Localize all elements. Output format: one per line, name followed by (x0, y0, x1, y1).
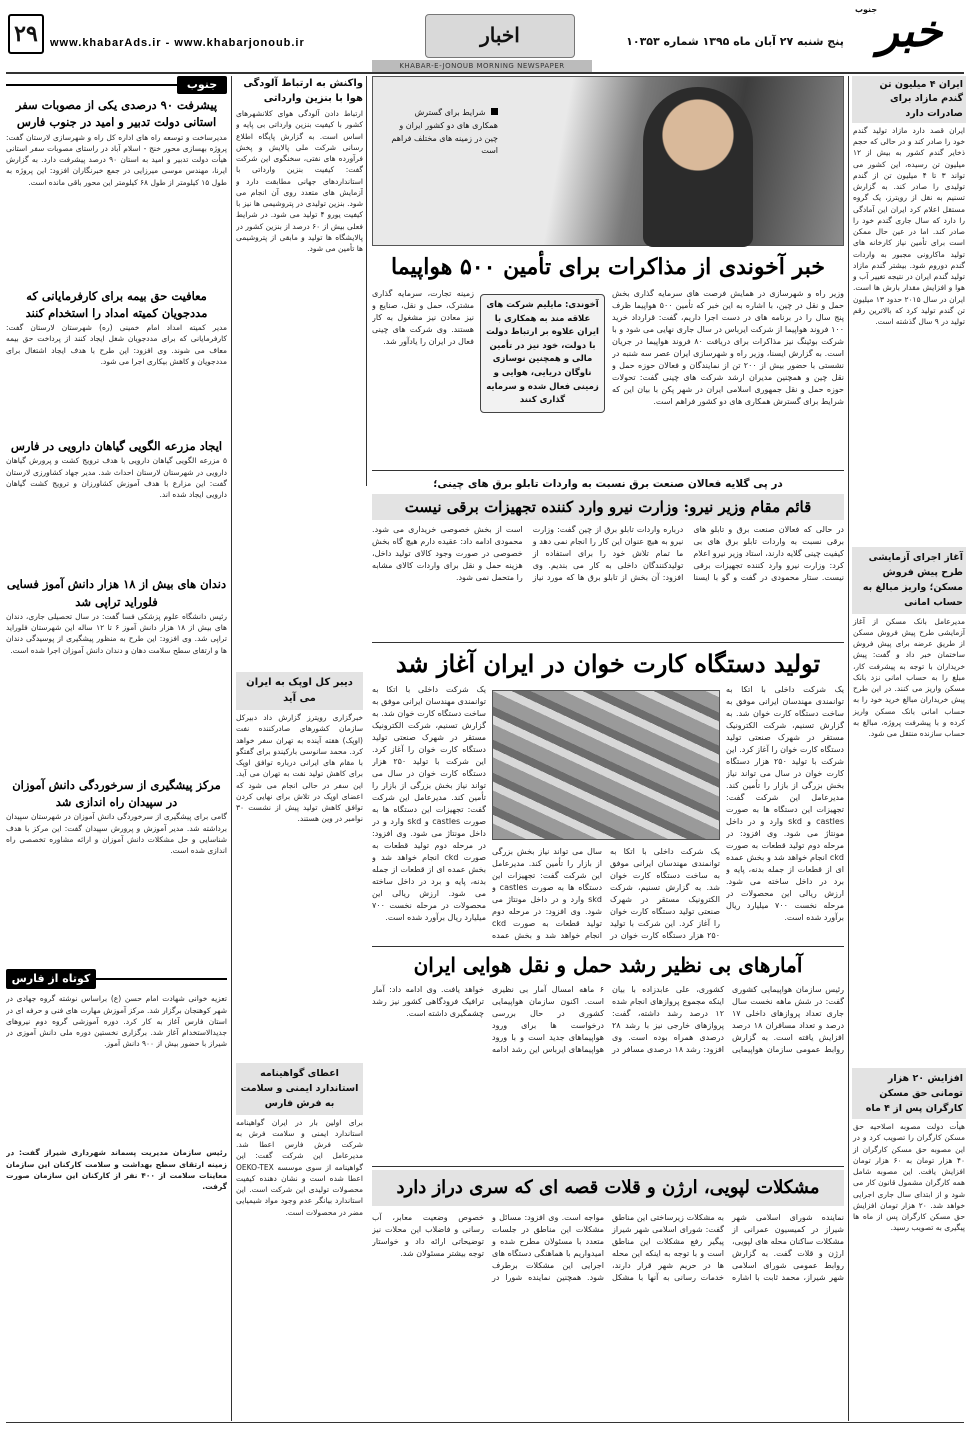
left-body-2: مدیر کمیته امداد امام خمینی (ره) شهرستان لارستان گفت: کارفرمایانی که برای مددجویان شغل ایجاد کنند از پرداخت حق بیمه معاف می شوند. وی افزود: این طرح با هدف ایجاد اشتغال برای مددجویان و کاهش بیکاری اجرا می شود. (6, 323, 227, 366)
col3-body-1: ارتباط دادن آلودگی هوای کلانشهرهای کشور با کیفیت بنزین وارداتی بی پایه و اساس است. به گزارش پایگاه اطلاع رسانی شرکت ملی پالایش و پخش فرآورده های نفتی، سخنگوی این شرکت گفت: کیفیت بنزین وارداتی با استانداردهای جهانی مطابقت دارد و آزمایش های متعدد روی آن انجام می شود. بنزین تولیدی در پتروشیمی ها نیز با کیفیت یورو ۴ تولید می شود. در شرایط فعلی بیش از ۶۰ درصد از بنزین کشور در پالایشگاه ها تولید و مابقی از پتروشیمی ها تأمین می شود. (236, 109, 363, 253)
left-column (6, 76, 227, 1421)
caption-square-icon (491, 108, 498, 115)
left-body-1: مدیرساخت و توسعه راه های اداره کل راه و شهرسازی لارستان گفت: پروژه بهسازی محور خنج - اسلام آباد در راستای مصوبات سفر استانی هیأت دولت تدبیر و امید به استان ۹۰ درصد پیشرفت دارد. به گزارش ایرنا، مهندس موسی میرزایی در جمع خبرنگاران افزود: این پروژه به طول ۱۵ کیلومتر از طول ۶۸ کیلومتر این محور باقی مانده است. (6, 132, 227, 187)
left-body-4: رئیس دانشگاه علوم پزشکی فسا گفت: در سال تحصیلی جاری، دندان های بیش از ۱۸ هزار دانش آموز ۶ تا ۱۲ ساله این شهرستان فلوراید تراپی شد. وی افزود: این طرح به منظور پیشگیری از پوسیدگی دندان ها و ارتقای سطح سلامت دهان و دندان دانش آموزان اجرا شده است. (6, 611, 227, 655)
masthead (0, 0, 970, 70)
photo-caption-text: شرایط برای گسترش همکاری های دو کشور ایران و چین در زمینه های مختلف فراهم است (391, 108, 498, 156)
tag-rule-2 (96, 978, 227, 980)
akhoundi-body: وزیر راه و شهرسازی در همایش فرصت های سرمایه گذاری بخش حمل و نقل در چین، با اشاره به این خبر که تأمین ۵۰۰ هواپیما ظرف پنج سال را در برنامه های در دست اجرا داریم، گفت: قرارداد خرید ۱۰۰ فروند هواپیما از شرکت ایرباس در سال جاری نهایی می شود و با شرکت بوئینگ نیز مذاکرات برای دریافت ۸۰ فروند هواپیما در جریان است. به گزارش ایسنا، وزیر راه و شهرسازی ایران عصر سه شنبه در نشستی با حضور بیش از ۲۰۰ تن از نمایندگان و فعالان حوزه حمل و نقل چین و همچنین مدیران ارشد شرکت های چینی گفت: تحولات حوزه حمل و نقل جمهوری اسلامی ایران در شهر پکن با بیان این که شرایط برای گسترش همکاری های دو کشور فراهم است. (612, 289, 844, 406)
right-title-1: ایران ۴ میلیون تن گندم مازاد برای صادرات دارد (852, 76, 966, 123)
airline-body: رئیس سازمان هواپیمایی کشوری گفت: در شش ماهه نخست سال جاری تعداد پروازهای داخلی ۱۷ درصد و تعداد مسافران ۱۸ درصد افزایش یافته است. به گزارش روابط عمومی سازمان هواپیمایی کشوری، علی عابدزاده با بیان اینکه مجموع پروازهای انجام شده ۱۲ درصد رشد داشته، گفت: پروازهای خارجی نیز با رشد ۲۸ درصدی همراه بوده است. وی افزود: رشد ۱۸ درصدی مسافر در ۶ ماهه امسال آمار بی نظیری است. اکنون سازمان هواپیمایی کشوری در حال بررسی درخواست ها برای ورود هواپیماهای جدید است و با ورود هواپیماهای ایرباس این رشد ادامه خواهد یافت. وی ادامه داد: آمار ترافیک فرودگاهی کشور نیز رشد چشمگیری داشته است. (372, 985, 844, 1054)
col3 (236, 76, 363, 1421)
akhoundi-callout: آخوندی: مایلیم شرکت های علاقه مند به همکاری با ایران علاوه بر ارتباط دولت با دولت، خود نیز در تأمین مالی و همچنین نوسازی ناوگان دریایی، هوایی و زمینی فعال شده و سرمایه گذاری کنند (480, 294, 605, 413)
bread-headline: مشکلات لپویی، ارژن و قلات قصه ای که سری دراز دارد (372, 1170, 844, 1206)
minister-photo (372, 76, 844, 246)
akhoundi-headline: خبر آخوندی از مذاکرات برای تأمین ۵۰۰ هواپیما (391, 254, 825, 280)
left-title-5: مرکز پیشگیری از سرخوردگی دانش آموزان در سپیدان راه اندازی شد (12, 777, 221, 809)
south-tag-row (6, 76, 227, 94)
left-title-2: معافیت حق بیمه برای کارفرمایانی که مددجویان کمیته امداد را استخدام کنند (25, 288, 208, 320)
paper-logo (855, 2, 965, 68)
col3-title-3: اعطای گواهینامه استاندارد ایمنی و سلامت به فرش فارس (236, 1063, 363, 1115)
akhoundi-body-left: زمینه تجارت، سرمایه گذاری مشترک، حمل و نقل، صنایع و نیز معادن نیز مشغول به کار هستند. وی شرکت های چینی فعال در ایران را یادآور شد. (372, 289, 474, 346)
masthead-english: KHABAR-E-JONOUB MORNING NEWSPAPER (372, 60, 592, 72)
left-title-4: دندان های بیش از ۱۸ هزار دانش آموز فسایی فلوراید تراپی شد (6, 577, 227, 609)
power-headline: قائم مقام وزیر نیرو: وزارت نیرو وارد کننده تجهیزات برقی نیست (372, 494, 844, 520)
right-body-2: مدیرعامل بانک مسکن از آغاز آزمایشی طرح پیش فروش مسکن از طریق عرضه برای پیش فروش ساختمان خبر داد و گفت: پیش خریداران با توجه به پیشرفت کار، مبلغ را به حساب امانی نزد بانک مسکن واریز می کنند. در این طرح پیش خریداران مبالغ خرید خود را به حساب امانی بانک مسکن واریز کرده و با پیشرفت پروژه، مبالغ به حساب سازنده منتقل می شود. (853, 616, 965, 738)
page-number: ۲۹ (8, 14, 44, 54)
short-news-body: تعزیه خوانی شهادت امام حسن (ع) براساس نوشته گروه جهادی در شهر کوهنجان برگزار شد. مرکز آموزش مهارت های فنی و حرفه ای در استان فارس آغاز به کار کرد. دوره آموزشی گروه دوم نیروهای جدیدالاستخدام آغاز شد. برگزاری نخستین دوره ملی دانش آموزی در شیراز با حضور بیش از ۹۰۰ دانش آموز. (6, 994, 227, 1049)
paper-logo-sub: جنوب (855, 5, 878, 14)
airline-headline: آمارهای بی نظیر رشد حمل و نقل هوایی ایران (413, 953, 803, 977)
right-body-3: هیأت دولت مصوبه اصلاحیه حق مسکن کارگران را تصویب کرد و در این مصوبه حق مسکن کارگران از ۴۰ هزار تومان به ۶۰ هزار تومان افزایش یافت. این مصوبه شامل همه کارگران مشمول قانون کار می شود و از ابتدای سال جاری اجرایی خواهد شد. ۲۰ هزار تومان افزایش حق مسکن کارگران پس از ماه ها پیگیری به تصویب رسید. (853, 1122, 966, 1233)
issue-date: پنج شنبه ۲۷ آبان ماه ۱۳۹۵ شماره ۱۰۳۵۳ (626, 35, 844, 48)
card-reader-photo (492, 690, 720, 840)
card-body-left: یک شرکت داخلی با اتکا به توانمندی مهندسان ایرانی موفق به ساخت دستگاه کارت خوان شد. به گزارش تسنیم، شرکت الکترونیک مستقر در شهرک صنعتی تولید دستگاه کارت خوان را آغاز کرد. این شرکت با تولید ۲۵۰ هزار دستگاه کارت خوان در سال می تواند نیاز بخش بزرگی از بازار را تأمین کند. مدیرعامل این شرکت گفت: تجهیزات این دستگاه ها به صورت castles و skd وارد و در داخل مونتاژ می شود. وی افزود: در مرحله دوم تولید قطعات به صورت ckd انجام خواهد شد و بخش عمده ای از قطعات از جمله بدنه، پایه و برد در داخل ساخته می شود. ارزش ریالی این محصولات در مرحله نخست ۷۰۰ میلیارد ریال برآورد شده است. (372, 685, 486, 922)
south-tag: جنوب (177, 76, 227, 94)
right-column (852, 76, 966, 1421)
left-title-3: ایجاد مزرعه الگویی گیاهان دارویی در فارس (10, 439, 223, 453)
right-body-1: ایران قصد دارد مازاد تولید گندم خود را صادر کند و در حالی که حجم ذخایر گندم کشور به بیش از ۱۲ میلیون تن رسیده، این کشور می تواند ۳ تا ۴ میلیون تن از گندم تولیدی را صادر کند. به گزارش تسنیم به نقل از رویترز، یک گروه مستقل اعلام کرد ایران این آمادگی را دارد که سال جاری گندم خود را صادر کند. اما در عین حال ممکن است برای تأمین نیاز کارخانه های تولید ماکارونی مجبور به واردات گندم دوروم شود. بیشتر گندم مازاد تولید گندم ایران در نتیجه تغییر آب و هوا و افزایش مقدار بارش ها است. ایران در سال ۲۰۱۵ حدود ۱۳ میلیون تن گندم تولید کرد که بالاترین رقم تولید در ۹ سال گذشته است. (853, 125, 965, 326)
person-silhouette-icon (643, 87, 753, 247)
left-body-3: ۵ مزرعه الگویی گیاهان دارویی با هدف ترویج کشت و پرورش گیاهان دارویی در شهرستان لارستان احداث شد. مدیر جهاد کشاورزی لارستان گفت: این مزارع با هدف آموزش کشاورزان و ترویج کشت گیاهان دارویی ایجاد شده اند. (6, 456, 227, 499)
bread-body: نماینده شورای اسلامی شهر شیراز در کمیسیون عمرانی از مشکلات ساکنان محله های لپویی، ارژن و قلات گفت. به گزارش روابط عمومی شورای اسلامی شهر شیراز، محمد ثابت با اشاره به مشکلات زیرساختی این مناطق گفت: شورای اسلامی شهر شیراز پیگیر رفع مشکلات این مناطق است و با توجه به اینکه این محله ها در حریم شهر قرار دارند، خدمات رسانی به آنها با مشکل مواجه است. وی افزود: مسائل و مشکلات این مناطق در جلسات متعدد با مسئولان مطرح شده و امیدواریم با هماهنگی دستگاه های اجرایی این مشکلات برطرف شود. همچنین نماینده شورا در خصوص وضعیت معابر، آب رسانی و فاضلاب این محلات نیز توضیحاتی ارائه داد و خواستار توجه بیشتر مسئولان شد. (372, 1213, 844, 1282)
right-title-3: افزایش ۲۰ هزار تومانی حق مسکن کارگران پس از ۴ ماه (852, 1068, 966, 1120)
left-title-1: پیشرفت ۹۰ درصدی یکی از مصوبات سفر استانی دولت تدبیر و امید در جنوب فارس (15, 98, 218, 130)
tag-rule (6, 84, 177, 86)
card-body-bottom: یک شرکت داخلی با اتکا به توانمندی مهندسان ایرانی موفق به ساخت دستگاه کارت خوان شد. به گزارش تسنیم، شرکت الکترونیک مستقر در شهرک صنعتی تولید دستگاه کارت خوان را آغاز کرد. این شرکت با تولید ۲۵۰ هزار دستگاه کارت خوان در سال می تواند نیاز بخش بزرگی از بازار را تأمین کند. مدیرعامل این شرکت گفت: تجهیزات این دستگاه ها به صورت castles و skd وارد و در داخل مونتاژ می شود. وی افزود: در مرحله دوم تولید قطعات به صورت ckd انجام خواهد شد و بخش عمده (492, 847, 720, 940)
photo-caption (388, 107, 498, 158)
short-news-tag: کوتاه از فارس (6, 969, 96, 989)
short-news-bold: رئیس سازمان مدیریت پسماند شهرداری شیراز گفت: در زمینه ارتقای سطح بهداشت و سلامت کارکنان این سازمان معاینات سلامت از ۴۰۰ نفر از کارکنان این سازمان صورت گرفت. (6, 1148, 227, 1191)
section-title: اخبار (425, 14, 575, 58)
power-body: در حالی که فعالان صنعت برق و تابلو های برقی نسبت به واردات تابلو برق های بی کیفیت چینی گلایه دارند، استاد وزیر نیرو اعلام کرد: وزارت نیرو وارد کننده تجهیزات برقی نیست. ستار محمودی در گفت و گو با ایسنا درباره واردات تابلو برق از چین گفت: وزارت نیرو به هیچ عنوان این کار را انجام نمی دهد و ما تمام تلاش خود را برای استفاده از تولیدکنندگان داخلی به کار می بندیم. وی افزود: آن بخش از تابلو برق ها که مورد نیاز است از بخش خصوصی خریداری می شود. محمودی ادامه داد: عقیده دارم هیچ گاه بخش خصوصی در صورت وجود کالای تولید داخل، هزینه حمل و نقل برای واردات کالای مشابه را متحمل نمی شود. (372, 525, 844, 582)
short-tag-row (6, 969, 227, 989)
col3-body-2: خبرگزاری رویترز گزارش داد دبیرکل سازمان کشورهای صادرکننده نفت (اوپک) هفته آینده به تهران سفر خواهد کرد. محمد سانوسی بارکیندو برای گفتگو با مقام های ایرانی درباره توافق اوپک برای کاهش تولید نفت به تهران می آید. این سفر در حالی انجام می شود که اعضای اوپک در تلاش برای نهایی کردن توافق کاهش تولید پیش از نشست ۳۰ نوامبر در وین هستند. (236, 713, 363, 824)
website: www.khabarAds.ir - www.khabarjonoub.ir (50, 37, 305, 49)
card-headline: تولید دستگاه کارت خوان در ایران آغاز شد (395, 649, 821, 678)
col3-body-3: برای اولین بار در ایران گواهینامه استاندارد ایمنی و سلامت فرش به شرکت فرش فارس اعطا شد. مدیرعامل این شرکت گفت: این گواهینامه از سوی موسسه OEKO-TEX اعطا شده است و نشان دهنده کیفیت محصولات تولیدی این شرکت است. این استاندارد بیانگر عدم وجود مواد شیمیایی مضر در محصولات است. (236, 1117, 363, 1217)
paper-logo-text: خبر (877, 6, 943, 57)
card-body-right: یک شرکت داخلی با اتکا به توانمندی مهندسان ایرانی موفق به ساخت دستگاه کارت خوان شد. به گزارش تسنیم، شرکت الکترونیک مستقر در شهرک صنعتی تولید دستگاه کارت خوان را آغاز کرد. این شرکت با تولید ۲۵۰ هزار دستگاه کارت خوان در سال می تواند نیاز بخش بزرگی از بازار را تأمین کند. مدیرعامل این شرکت گفت: تجهیزات این دستگاه ها به صورت castles و skd وارد و در داخل مونتاژ می شود. وی افزود: در مرحله دوم تولید قطعات به صورت ckd انجام خواهد شد و بخش عمده ای از قطعات از جمله بدنه، پایه و برد در داخل ساخته می شود. ارزش ریالی این محصولات در مرحله نخست ۷۰۰ میلیارد ریال برآورد شده است. (726, 685, 844, 922)
col3-title-2: دیبر کل اوپک به ایران می آید (236, 672, 363, 710)
col3-title-1: واکنش به ارتباط آلودگی هوا با بنزین وارداتی (243, 78, 363, 104)
left-body-5: گامی برای پیشگیری از سرخوردگی دانش آموزان در شهرستان سپیدان برداشته شد. مدیر آموزش و پرورش سپیدان گفت: این مرکز با هدف شناسایی و حل مشکلات دانش آموزان و ارائه مشاوره تخصصی راه اندازی شده است. (6, 812, 227, 855)
power-kicker: در پی گلایه فعالان صنعت برق نسبت به واردات تابلو برق های چینی؛ (433, 478, 783, 490)
right-title-2: آغاز اجرای آزمایشی طرح پیش فروش مسکن؛ واریز مبالغ به حساب امانی (852, 547, 966, 614)
